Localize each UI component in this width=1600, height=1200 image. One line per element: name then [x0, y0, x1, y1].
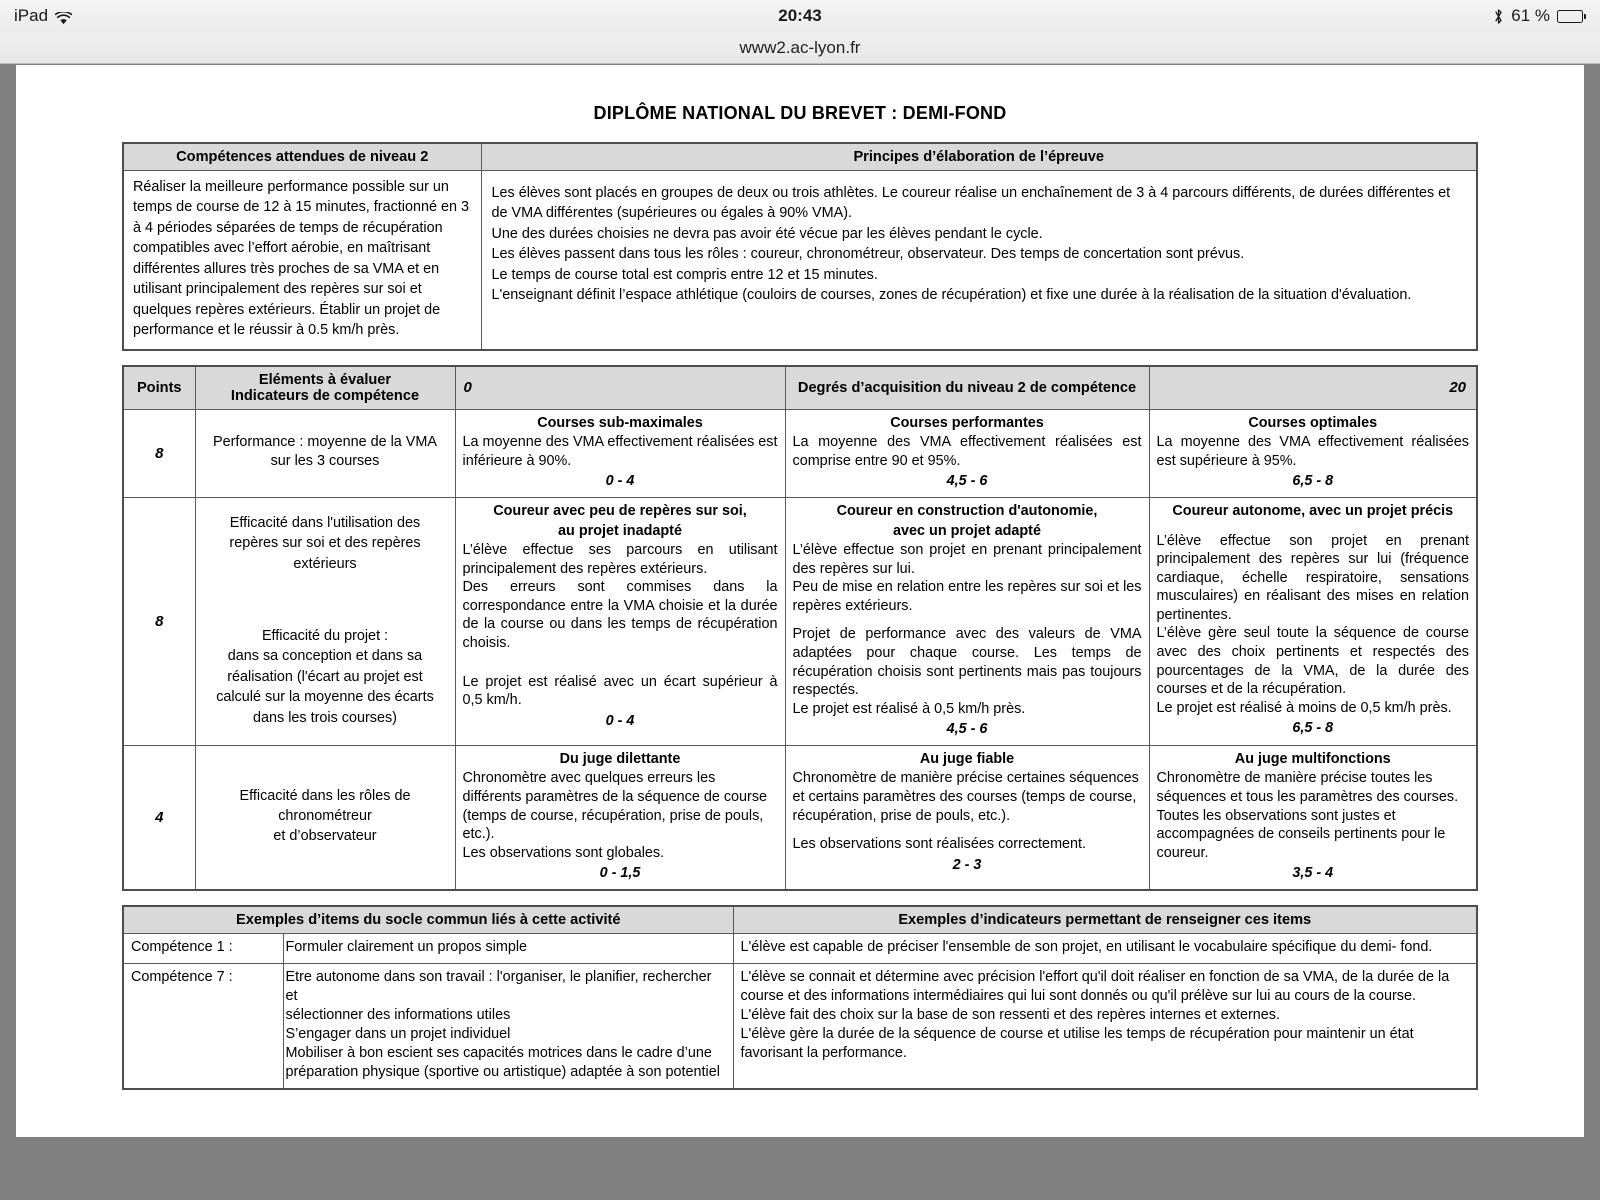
competence-line: S’engager dans un projet individuel	[285, 1025, 511, 1042]
element-line: repères sur soi et des repères	[229, 535, 421, 552]
row-element-label	[195, 497, 455, 745]
level-score: 6,5 - 8	[1292, 720, 1334, 737]
level-body-line: Les observations sont réalisées correctement.	[792, 836, 1087, 853]
table-header-row	[123, 906, 1477, 934]
level-cell-2	[785, 745, 1149, 890]
competence-label: Compétence 7 :	[123, 963, 283, 1089]
header-points: Points	[123, 366, 195, 410]
principes-line: Le temps de course total est compris entre 12 et 15 minutes.	[491, 266, 878, 283]
principes-line: Une des durées choisies ne devra pas avoir été vécue par les élèves pendant le cycle.	[491, 225, 1043, 242]
row-points: 8	[123, 497, 195, 745]
header-degres-acquisition: Degrés d’acquisition du niveau 2 de compétence	[785, 366, 1149, 410]
battery-percent-label: 61 %	[1511, 6, 1550, 25]
level-cell-3	[1149, 745, 1477, 890]
level-cell-2	[785, 497, 1149, 745]
table-row	[123, 143, 1477, 171]
element-line: sur les 3 courses	[270, 453, 380, 470]
level-caption-line1: Coureur avec peu de repères sur soi,	[493, 502, 747, 519]
element-line: Efficacité dans les rôles de	[239, 788, 411, 805]
element-line: calculé sur la moyenne des écarts	[216, 689, 434, 706]
url-text: www2.ac-lyon.fr	[739, 37, 861, 57]
level-body-line: La moyenne des VMA effectivement réalisées est inférieure à 90%.	[462, 434, 778, 469]
level-body-line: Chronomètre avec quelques erreurs les différents paramètres de la séquence de course (temps de course, récupération, prise de pouls, etc.).	[462, 770, 768, 843]
row-element-label	[195, 745, 455, 890]
header-scale-max: 20	[1149, 366, 1477, 410]
competence-line: Etre autonome dans son travail : l'organiser, le planifier, rechercher et	[285, 968, 712, 1004]
level-cell-3	[1149, 497, 1477, 745]
level-body-line: L’élève effectue ses parcours en utilisant principalement des repères extérieurs.	[462, 542, 778, 577]
level-caption: Courses optimales	[1248, 414, 1378, 431]
device-label: iPad	[14, 6, 49, 25]
bluetooth-icon	[1493, 8, 1504, 25]
page-title: DIPLÔME NATIONAL DU BREVET : DEMI-FOND	[593, 103, 1007, 123]
element-line: réalisation (l'écart au projet est	[227, 668, 423, 685]
indicateur-cell	[733, 963, 1477, 1089]
level-caption: Au juge fiable	[919, 750, 1015, 767]
level-score: 0 - 1,5	[599, 865, 641, 882]
level-cell-1	[455, 409, 785, 497]
header-exemples-indicateurs: Exemples d’indicateurs permettant de renseigner ces items	[733, 906, 1477, 934]
indicateur-line: L'élève gère la durée de la séquence de course et utilise les temps de récupération pour maintenir un état favorisant la performance.	[740, 1025, 1414, 1061]
table-evaluation-criteria	[122, 365, 1478, 891]
competence-description	[283, 963, 733, 1089]
level-body-line: L’élève effectue son projet en prenant principalement des repères sur lui (fréquence cardiaque, échelle respiratoire, sensations musculaires) en réalisant des mises en relation pertinentes.	[1156, 532, 1469, 623]
element-line: Efficacité du projet :	[261, 627, 389, 644]
header-elements-line2: Indicateurs de compétence	[230, 387, 420, 404]
table-socle-commun	[122, 905, 1478, 1090]
level-caption: Au juge multifonctions	[1234, 750, 1391, 767]
indicateur-line: L'élève se connait et détermine avec précision l'effort qu'il doit réaliser en fonction de sa VMA, de la durée de la course et des informations intermédiaires qui lui sont donnés ou qu'il prélève sur lui au cours de la course.	[740, 968, 1450, 1004]
level-score: 4,5 - 6	[946, 473, 988, 490]
status-bar-clock: 20:43	[778, 6, 822, 25]
level-body-line: Le projet est réalisé avec un écart supérieur à 0,5 km/h.	[462, 673, 778, 709]
header-elements-line1: Eléments à évaluer	[258, 371, 392, 388]
table-row	[123, 933, 1477, 963]
level-score: 2 - 3	[952, 856, 982, 873]
table-competences-principes	[122, 142, 1478, 351]
header-scale-min: 0	[455, 366, 785, 410]
level-caption-line2: au projet inadapté	[558, 522, 682, 539]
element-gap	[203, 574, 448, 626]
competence-label: Compétence 1 :	[123, 933, 283, 963]
body-gap	[793, 615, 1142, 625]
level-caption: Courses performantes	[890, 414, 1044, 431]
indicateur-cell	[733, 933, 1477, 963]
cell-principes-text	[481, 171, 1477, 350]
caption-gap	[1157, 522, 1470, 532]
level-cell-3	[1149, 409, 1477, 497]
element-line: extérieurs	[293, 555, 357, 572]
principes-line: Les élèves passent dans tous les rôles : coureur, chronométreur, observateur. Des temps de concertation sont prévus.	[491, 246, 1245, 263]
level-caption-line2: avec un projet adapté	[893, 522, 1041, 539]
table-header-row	[123, 366, 1477, 410]
table-row	[123, 497, 1477, 745]
level-cell-2	[785, 409, 1149, 497]
level-body-line: Projet de performance avec des valeurs de VMA adaptées pour chaque course. Les temps de récupération choisis sont pertinents mais pas toujours respectés.	[792, 626, 1142, 699]
level-caption-line1: Coureur autonome, avec un projet précis	[1172, 502, 1454, 519]
battery-icon	[1557, 10, 1586, 23]
table-row	[123, 409, 1477, 497]
principes-line: L'enseignant définit l’espace athlétique (couloirs de courses, zones de récupération) et fixe une durée à la réalisation de la situation d'évaluation.	[491, 287, 1412, 304]
level-body-line: Le projet est réalisé à 0,5 km/h près.	[792, 700, 1026, 717]
level-body-line: Chronomètre de manière précise toutes les séquences et tous les paramètres des courses.	[1156, 770, 1459, 806]
body-gap	[793, 825, 1142, 835]
level-score: 3,5 - 4	[1292, 865, 1334, 882]
body-gap	[463, 653, 778, 663]
competence-line: préparation physique (sportive ou artistique) adaptée à son potentiel	[285, 1064, 720, 1081]
header-principes-elaboration: Principes d’élaboration de l’épreuve	[481, 143, 1477, 171]
status-bar-right	[1493, 0, 1586, 32]
indicateur-line: L'élève est capable de préciser l'ensemble de son projet, en utilisant le vocabulaire spécifique du demi- fond.	[740, 938, 1433, 955]
level-body-line: L’élève gère seul toute la séquence de course avec des choix pertinents et respectés des pourcentages de la VMA, de la durée des courses et de la récupération.	[1156, 625, 1469, 698]
header-elements-a-evaluer	[195, 366, 455, 410]
cell-competences-text: Réaliser la meilleure performance possible sur un temps de course de 12 à 15 minutes, fractionné en 3 à 4 périodes séparées de temps de récupération compatibles avec l’effort aérobie, en maîtrisant différentes allures très proches de sa VMA et en utilisant principalement des repères sur soi et quelques repères extérieurs. Établir un projet de performance et le réussir à 0.5 km/h près.	[123, 171, 481, 350]
competence-line: sélectionner des informations utiles	[285, 1006, 511, 1023]
header-competences-attendues: Compétences attendues de niveau 2	[123, 143, 481, 171]
table-row	[123, 963, 1477, 1089]
element-line: Efficacité dans l'utilisation des	[229, 514, 421, 531]
table-row	[123, 745, 1477, 890]
table-row	[123, 171, 1477, 350]
row-element-label	[195, 409, 455, 497]
ipad-status-bar	[0, 0, 1600, 32]
element-line: Performance : moyenne de la VMA	[213, 433, 437, 450]
level-body-line: Toutes les observations sont justes et accompagnées de conseils pertinents pour le coureur.	[1156, 807, 1446, 861]
competence-line: Formuler clairement un propos simple	[285, 938, 528, 955]
level-score: 4,5 - 6	[946, 721, 988, 738]
level-body-line: La moyenne des VMA effectivement réalisées est comprise entre 90 et 95%.	[792, 434, 1142, 469]
document-viewport[interactable]	[0, 65, 1600, 1200]
level-body-line: Les observations sont globales.	[462, 844, 665, 861]
level-body-line: L’élève effectue son projet en prenant principalement des repères sur lui.	[792, 542, 1142, 577]
level-body-line: Chronomètre de manière précise certaines séquences et certains paramètres des courses (temps de course, récupération, prise de pouls, etc.).	[792, 770, 1139, 824]
row-points: 8	[123, 409, 195, 497]
level-score: 6,5 - 8	[1292, 473, 1334, 490]
level-body-line: La moyenne des VMA effectivement réalisées est supérieure à 95%.	[1156, 434, 1469, 469]
element-line: dans les trois courses)	[253, 709, 397, 726]
level-cell-1	[455, 497, 785, 745]
header-exemples-items: Exemples d’items du socle commun liés à cette activité	[123, 906, 733, 934]
principes-line: Les élèves sont placés en groupes de deux ou trois athlètes. Le coureur réalise un enchaînement de 3 à 4 parcours différents, de durées différentes et de VMA différentes (supérieures ou égales à 90% VMA).	[491, 185, 1451, 222]
element-line: chronométreur	[278, 808, 372, 825]
body-gap	[463, 663, 778, 673]
level-body-line: Le projet est réalisé à moins de 0,5 km/h près.	[1156, 699, 1452, 716]
document-page	[16, 65, 1584, 1137]
level-caption: Courses sub-maximales	[537, 414, 703, 431]
level-score: 0 - 4	[605, 712, 635, 729]
element-line: et d’observateur	[273, 828, 377, 845]
level-score: 0 - 4	[605, 473, 635, 490]
level-body-line: Peu de mise en relation entre les repères sur soi et les repères extérieurs.	[792, 579, 1142, 614]
row-points: 4	[123, 745, 195, 890]
element-line: dans sa conception et dans sa	[227, 648, 423, 665]
competence-line: Mobiliser à bon escient ses capacités motrices dans le cadre d’une	[285, 1045, 712, 1061]
level-caption: Du juge dilettante	[559, 750, 681, 767]
indicateur-line: L'élève fait des choix sur la base de son ressenti et des repères internes et externes.	[740, 1006, 1281, 1023]
url-bar[interactable]	[0, 32, 1600, 64]
level-body-line: Des erreurs sont commises dans la correspondance entre la VMA choisie et la durée de la course ou dans les temps de récupération choisis.	[462, 579, 778, 651]
level-cell-1	[455, 745, 785, 890]
level-caption-line1: Coureur en construction d'autonomie,	[836, 502, 1098, 519]
competence-description	[283, 933, 733, 963]
